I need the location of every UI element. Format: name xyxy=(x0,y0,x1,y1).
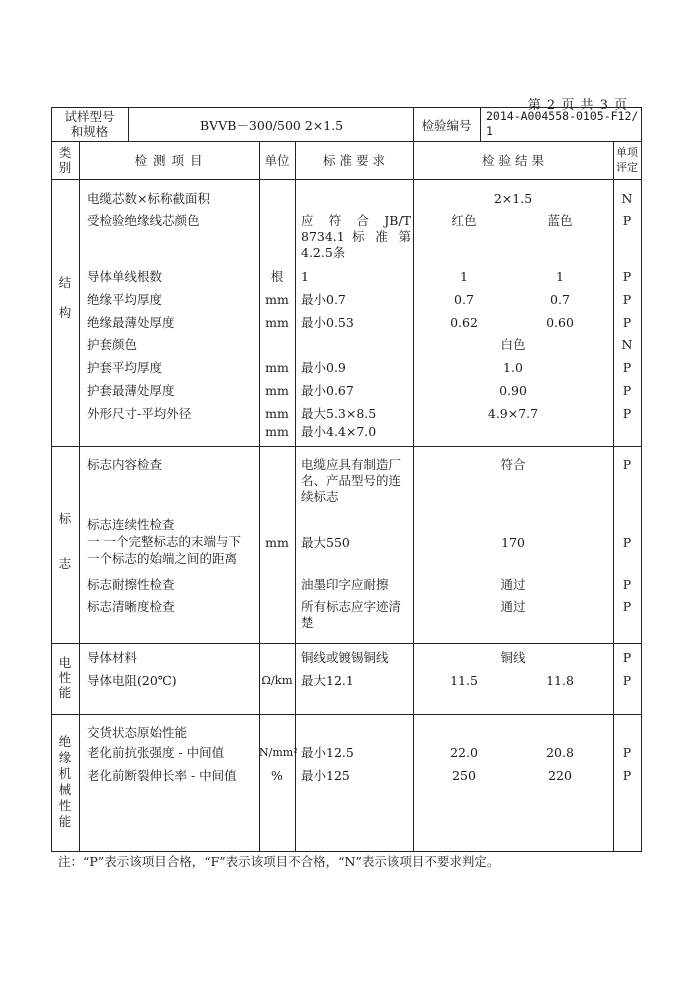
row-unit: mm xyxy=(265,535,289,550)
report-number-label: 检验编号 xyxy=(421,118,472,133)
col-category: 类 别 xyxy=(58,145,72,175)
row-item: 外形尺寸-平均外径 xyxy=(87,406,192,421)
row-result: 170 xyxy=(501,535,525,550)
row-result-2: 220 xyxy=(548,768,572,783)
row-verdict: P xyxy=(622,745,632,760)
row-item: 标志内容检查 xyxy=(87,457,163,472)
row-verdict: P xyxy=(622,650,632,665)
sample-model-value: BVVB－300/500 2×1.5 xyxy=(200,118,344,133)
row-result-2: 蓝色 xyxy=(547,213,573,228)
row-standard: 最小0.7 xyxy=(301,292,346,307)
row-item: 电缆芯数×标称截面积 xyxy=(87,191,210,206)
col-item: 检 测 项 目 xyxy=(134,153,204,168)
row-item: 老化前抗张强度 - 中间值 xyxy=(87,745,225,760)
row-unit: Ω/km xyxy=(261,673,293,687)
row-verdict: P xyxy=(622,535,632,550)
row-result-2: 0.60 xyxy=(546,315,574,330)
row-item: 护套平均厚度 xyxy=(87,360,163,375)
row-result: 2×1.5 xyxy=(493,191,533,206)
row-unit: mm xyxy=(265,424,289,439)
row-standard: 最大5.3×8.5 xyxy=(301,406,377,421)
row-verdict: P xyxy=(622,457,632,472)
row-result-1: 22.0 xyxy=(450,745,478,760)
row-item: 标志连续性检查 一 一个完整标志的末端与下 一个标志的始端之间的距离 xyxy=(87,517,241,566)
row-standard: 1 xyxy=(301,269,309,284)
row-standard: 应 符 合 JB/T 8734.1 标 准 第 4.2.5条 xyxy=(301,213,411,260)
row-item: 绝缘最薄处厚度 xyxy=(87,315,175,330)
row-verdict: N xyxy=(621,191,633,206)
row-unit: % xyxy=(271,768,283,783)
row-standard: 最大550 xyxy=(301,535,350,550)
row-result-1: 250 xyxy=(452,768,476,783)
section-insulation: 绝 缘 机 械 性 能 xyxy=(58,734,72,829)
row-result: 通过 xyxy=(500,599,526,614)
col-result: 检 验 结 果 xyxy=(482,153,544,168)
row-result: 1.0 xyxy=(503,360,523,375)
col-standard: 标 准 要 求 xyxy=(323,153,385,168)
row-result-1: 1 xyxy=(460,269,468,284)
row-result: 符合 xyxy=(500,457,526,472)
row-standard: 铜线或镀锡铜线 xyxy=(301,650,389,665)
row-unit: mm xyxy=(265,292,289,307)
row-unit: mm xyxy=(265,383,289,398)
col-unit: 单位 xyxy=(264,153,290,168)
row-result-1: 0.62 xyxy=(450,315,478,330)
row-verdict: P xyxy=(622,599,632,614)
row-item: 标志清晰度检查 xyxy=(87,599,175,614)
row-standard: 电缆应具有制造厂名、产品型号的连续标志 xyxy=(301,457,402,504)
row-result: 通过 xyxy=(500,577,526,592)
row-standard: 最小0.53 xyxy=(301,315,354,330)
row-result: 0.90 xyxy=(499,383,527,398)
row-standard: 最小0.9 xyxy=(301,360,346,375)
row-standard: 油墨印字应耐擦 xyxy=(301,577,389,592)
row-item: 导体电阻(20℃) xyxy=(87,673,177,688)
row-verdict: P xyxy=(622,315,632,330)
page-indicator: 第 2 页 共 3 页 xyxy=(527,98,628,113)
row-item: 绝缘平均厚度 xyxy=(87,292,163,307)
section-marking: 标 志 xyxy=(58,511,72,571)
row-unit: mm xyxy=(265,360,289,375)
row-standard: 所有标志应字迹清楚 xyxy=(301,599,402,630)
row-unit: mm xyxy=(265,315,289,330)
test-results-table xyxy=(51,107,642,852)
row-result-2: 1 xyxy=(556,269,564,284)
row-standard: 最大12.1 xyxy=(301,673,354,688)
row-unit: 根 xyxy=(270,269,284,284)
row-result-2: 20.8 xyxy=(546,745,574,760)
row-verdict: P xyxy=(622,406,632,421)
row-result: 白色 xyxy=(500,337,526,352)
row-item: 护套最薄处厚度 xyxy=(87,383,175,398)
row-verdict: P xyxy=(622,383,632,398)
row-unit: N/mm² xyxy=(259,746,298,759)
row-item: 标志耐擦性检查 xyxy=(87,577,175,592)
row-result-1: 0.7 xyxy=(454,292,474,307)
row-item: 交货状态原始性能 xyxy=(87,725,188,740)
row-result: 铜线 xyxy=(500,650,526,665)
row-verdict: P xyxy=(622,768,632,783)
row-unit: mm xyxy=(265,406,289,421)
row-verdict: P xyxy=(622,269,632,284)
row-item: 护套颜色 xyxy=(87,337,138,352)
row-verdict: N xyxy=(621,337,633,352)
sample-model-label: 试样型号 和规格 xyxy=(64,109,115,139)
row-verdict: P xyxy=(622,673,632,688)
section-electrical: 电 性 能 xyxy=(58,655,72,700)
row-result: 4.9×7.7 xyxy=(487,406,539,421)
row-result-2: 11.8 xyxy=(546,673,574,688)
row-item: 老化前断裂伸长率 - 中间值 xyxy=(87,768,237,783)
row-result-1: 11.5 xyxy=(450,673,478,688)
row-result-1: 红色 xyxy=(451,213,477,228)
row-standard: 最小4.4×7.0 xyxy=(301,424,377,439)
row-item: 导体单线根数 xyxy=(87,269,163,284)
section-structure: 结 构 xyxy=(58,275,72,320)
row-verdict: P xyxy=(622,213,632,228)
row-standard: 最小0.67 xyxy=(301,383,354,398)
footnote: 注：“P”表示该项目合格，“F”表示该项目不合格，“N”表示该项目不要求判定。 xyxy=(58,854,500,869)
row-item: 导体材料 xyxy=(87,650,138,665)
col-verdict: 单项 评定 xyxy=(616,146,638,174)
row-verdict: P xyxy=(622,360,632,375)
row-standard: 最小12.5 xyxy=(301,745,354,760)
row-standard: 最小125 xyxy=(301,768,350,783)
row-verdict: P xyxy=(622,292,632,307)
row-result-2: 0.7 xyxy=(550,292,570,307)
report-number-value: 2014-A004558-0105-F12/ 1 xyxy=(486,109,639,138)
row-item: 受检验绝缘线芯颜色 xyxy=(87,213,200,228)
row-verdict: P xyxy=(622,577,632,592)
